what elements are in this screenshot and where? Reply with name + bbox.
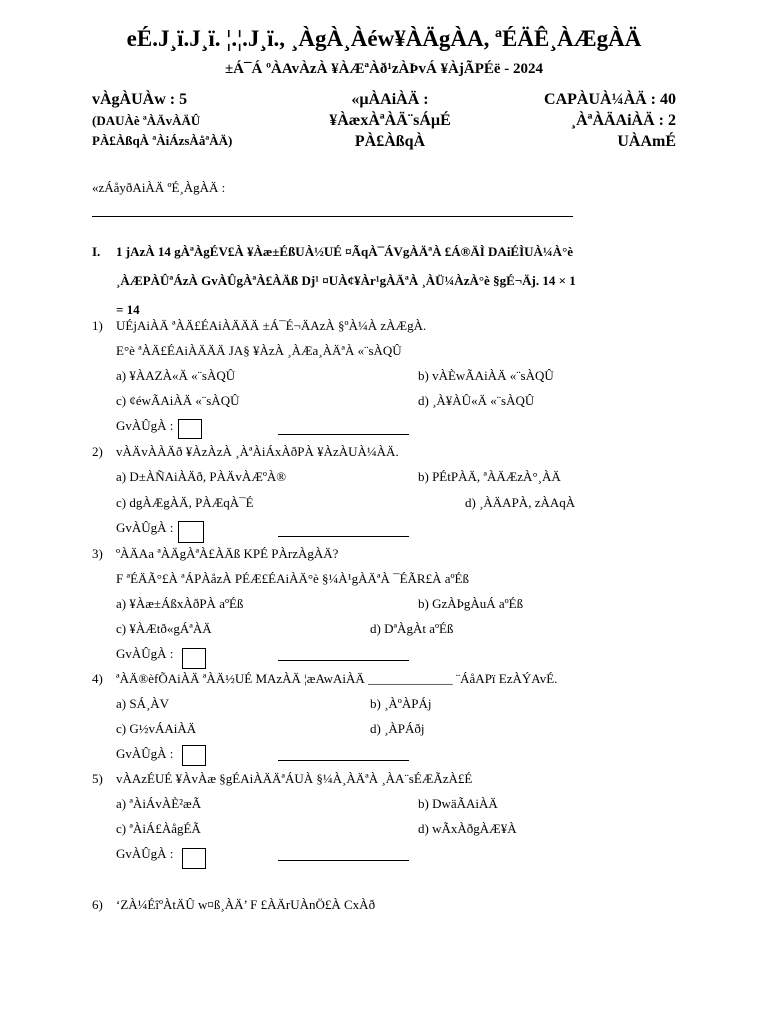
answer-line[interactable] xyxy=(278,660,409,661)
question-2-option-d[interactable]: d) ¸ÀÄAPÀ, zÀAqÀ xyxy=(465,495,576,510)
question-number: 2) xyxy=(92,444,103,459)
question-1-option-a[interactable]: a) ¥ÀAZÀ«Ä «¨sÀQÛ xyxy=(116,368,236,383)
class-label: vÀgÀUÀw : 5 xyxy=(92,91,188,108)
question-text: ªÀÄ®èfÕAiÀÄ ªÀÄ½UÉ MAzÀÄ ¦æAwAiÀÄ _____________ ¨ÁåAPï EzÀÝAvÉ. xyxy=(116,671,558,686)
question-number: 3) xyxy=(92,546,103,561)
question-2-option-c[interactable]: c) dgÀÆgÀÄ, PÀÆqÀ¯É xyxy=(116,495,254,510)
instruction-line-1: 1 jAzÀ 14 gÀªÀgÉV£À ¥Àæ±ÉßUÀ½UÉ ¤ÃqÀ¯ÁVgÀÄªÀ £Á®ÄÌ DAiÉÌUÀ¼À°è xyxy=(116,244,574,259)
subject-name-line1: ¥ÀæxÀªÀÄ¨sÁµÉ xyxy=(329,112,451,129)
medium-label-line2: PÀ£ÀßqÀ ªÀiÁzsÀåªÀÄ) xyxy=(92,133,233,148)
question-3-option-a[interactable]: a) ¥Àæ±ÁßxÀðPÀ aºÉß xyxy=(116,596,244,611)
question-number: 4) xyxy=(92,671,103,686)
question-1-option-d[interactable]: d) ¸À¥ÀÛ«Ä «¨sÀQÛ xyxy=(418,393,535,408)
question-3-option-c[interactable]: c) ¥ÀÆtð«gÁªÀÄ xyxy=(116,621,212,636)
question-2-option-b[interactable]: b) PÉtPÀÄ, ªÀÄÆzÀ°¸ÀÄ xyxy=(418,469,561,484)
question-text: ºÀÄAa ªÀÄgÀªÀ£ÀÄß KPÉ PÀrzÀgÀÄ? xyxy=(116,546,339,561)
answer-line[interactable] xyxy=(278,860,409,861)
question-4-option-c[interactable]: c) G½vÁAiÀÄ xyxy=(116,721,197,736)
answer-label: GvÀÛgÀ : xyxy=(116,520,174,535)
question-4-option-b[interactable]: b) ¸ÀºÀPÁj xyxy=(370,696,432,711)
student-name-label: «zÁåyðAiÀÄ ºÉ¸ÀgÀÄ : xyxy=(92,180,226,195)
answer-label: GvÀÛgÀ : xyxy=(116,746,174,761)
exam-duration: ¸ÀªÀÄAiÀÄ : 2 xyxy=(570,112,676,129)
medium-label-line1: (DAUÀè ªÀÄvÀÄÛ xyxy=(92,113,201,128)
answer-label: GvÀÛgÀ : xyxy=(116,846,174,861)
answer-label: GvÀÛgÀ : xyxy=(116,646,174,661)
question-number: 1) xyxy=(92,318,103,333)
question-text: vÀÄvÀÀÄð ¥ÀzÀzÀ ¸ÀªÀiÁxÀðPÀ ¥ÀzÀUÀ¼ÀÄ. xyxy=(116,444,399,459)
school-title: eÉ.J¸ï.J¸ï. ¦.¦.J¸ï., ¸ÀgÀ¸Àéw¥ÀÄgÀA, ªÉÄÊ¸ÀÆgÀÄ xyxy=(126,26,642,51)
question-1-option-c[interactable]: c) ¢éwÃAiÀÄ «¨sÀQÛ xyxy=(116,393,240,408)
question-5-option-c[interactable]: c) ªÀiÁ£ÀågÉÃ xyxy=(116,821,201,836)
question-3-option-d[interactable]: d) DªÀgÀt aºÉß xyxy=(370,621,454,636)
answer-box[interactable] xyxy=(178,521,204,543)
answer-label: GvÀÛgÀ : xyxy=(116,418,174,433)
total-marks: CAPÀUÀ¼ÀÄ : 40 xyxy=(544,91,676,108)
question-5-option-d[interactable]: d) wÃxÀðgÀÆ¥À xyxy=(418,821,517,836)
question-2-option-a[interactable]: a) D±ÀÑAiÀÄð, PÀÄvÀÆºÀ® xyxy=(116,469,287,484)
student-name-line[interactable] xyxy=(92,216,573,217)
question-text: vÀAzÉUÉ ¥ÀvÀæ §gÉAiÀÄÄªÁUÀ §¼À¸ÀÄªÀ ¸ÀA¨sÉÆÃzÀ£É xyxy=(116,771,473,786)
question-4-option-d[interactable]: d) ¸ÀPÁðj xyxy=(370,721,425,736)
answer-box[interactable] xyxy=(178,419,202,439)
question-number: 5) xyxy=(92,771,103,786)
question-text: ‘ZÀ¼ÉîºÀtÄÛ w¤ß¸ÀÄ’ F £ÀÄrUÀnÖ£À CxÀð xyxy=(116,897,376,912)
question-number: 6) xyxy=(92,897,103,912)
answer-line[interactable] xyxy=(278,434,409,435)
question-5-option-b[interactable]: b) DwäÃAiÀÄ xyxy=(418,796,498,811)
answer-line[interactable] xyxy=(278,760,409,761)
question-1-subtext: E°è ªÀÄ£ÉAiÀÄÄÄ JA§ ¥ÀzÀ ¸ÀÆa¸ÀÄªÀ «¨sÀQÛ xyxy=(116,343,402,358)
instruction-line-2: ¸ÀÆPÀÛªÁzÀ GvÀÛgÀªÀ£ÀÄß Dj¹ ¤UÀ¢¥Àr¹gÀÄªÀ ¸ÀÜ¼ÀzÀ°è §gÉ¬Äj. 14 × 1 xyxy=(116,273,576,288)
subject-name-line2: PÀ£ÀßqÀ xyxy=(354,133,426,150)
question-1-option-b[interactable]: b) vÀÈwÃAiÀÄ «¨sÀQÛ xyxy=(418,368,554,383)
section-number: I. xyxy=(92,244,101,259)
question-3-subtext: F ªÉÄÃ°£À ªÁPÀåzÀ PÉÆ£ÉAiÀÄ°è §¼À¹gÀÄªÀ ¯ÉÃR£À aºÉß xyxy=(116,571,469,586)
answer-box[interactable] xyxy=(182,745,206,766)
duration-unit: UÀAmÉ xyxy=(617,133,676,150)
question-3-option-b[interactable]: b) GzÀÞgÀuÁ aºÉß xyxy=(418,596,524,611)
question-4-option-a[interactable]: a) SÁ¸ÀV xyxy=(116,696,170,711)
answer-box[interactable] xyxy=(182,648,206,669)
question-5-option-a[interactable]: a) ªÀiÁvÀÈ²æÃ xyxy=(116,796,202,811)
section-instructions xyxy=(92,237,682,324)
question-text: UÉjAiÀÄ ªÀÄ£ÉAiÀÄÄÄ ±Á¯É¬ÄAzÀ §ºÀ¼À zÀÆgÀ. xyxy=(116,318,427,333)
answer-box[interactable] xyxy=(182,848,206,869)
subject-label: «µÀAiÀÄ : xyxy=(351,91,429,108)
answer-line[interactable] xyxy=(278,536,409,537)
exam-subtitle: ±Á¯Á ºÀAvÀzÀ ¥ÀÆªÀð¹zÀÞvÁ ¥ÀjÃPÉë - 2024 xyxy=(224,61,544,77)
instruction-line-3: = 14 xyxy=(116,302,140,317)
